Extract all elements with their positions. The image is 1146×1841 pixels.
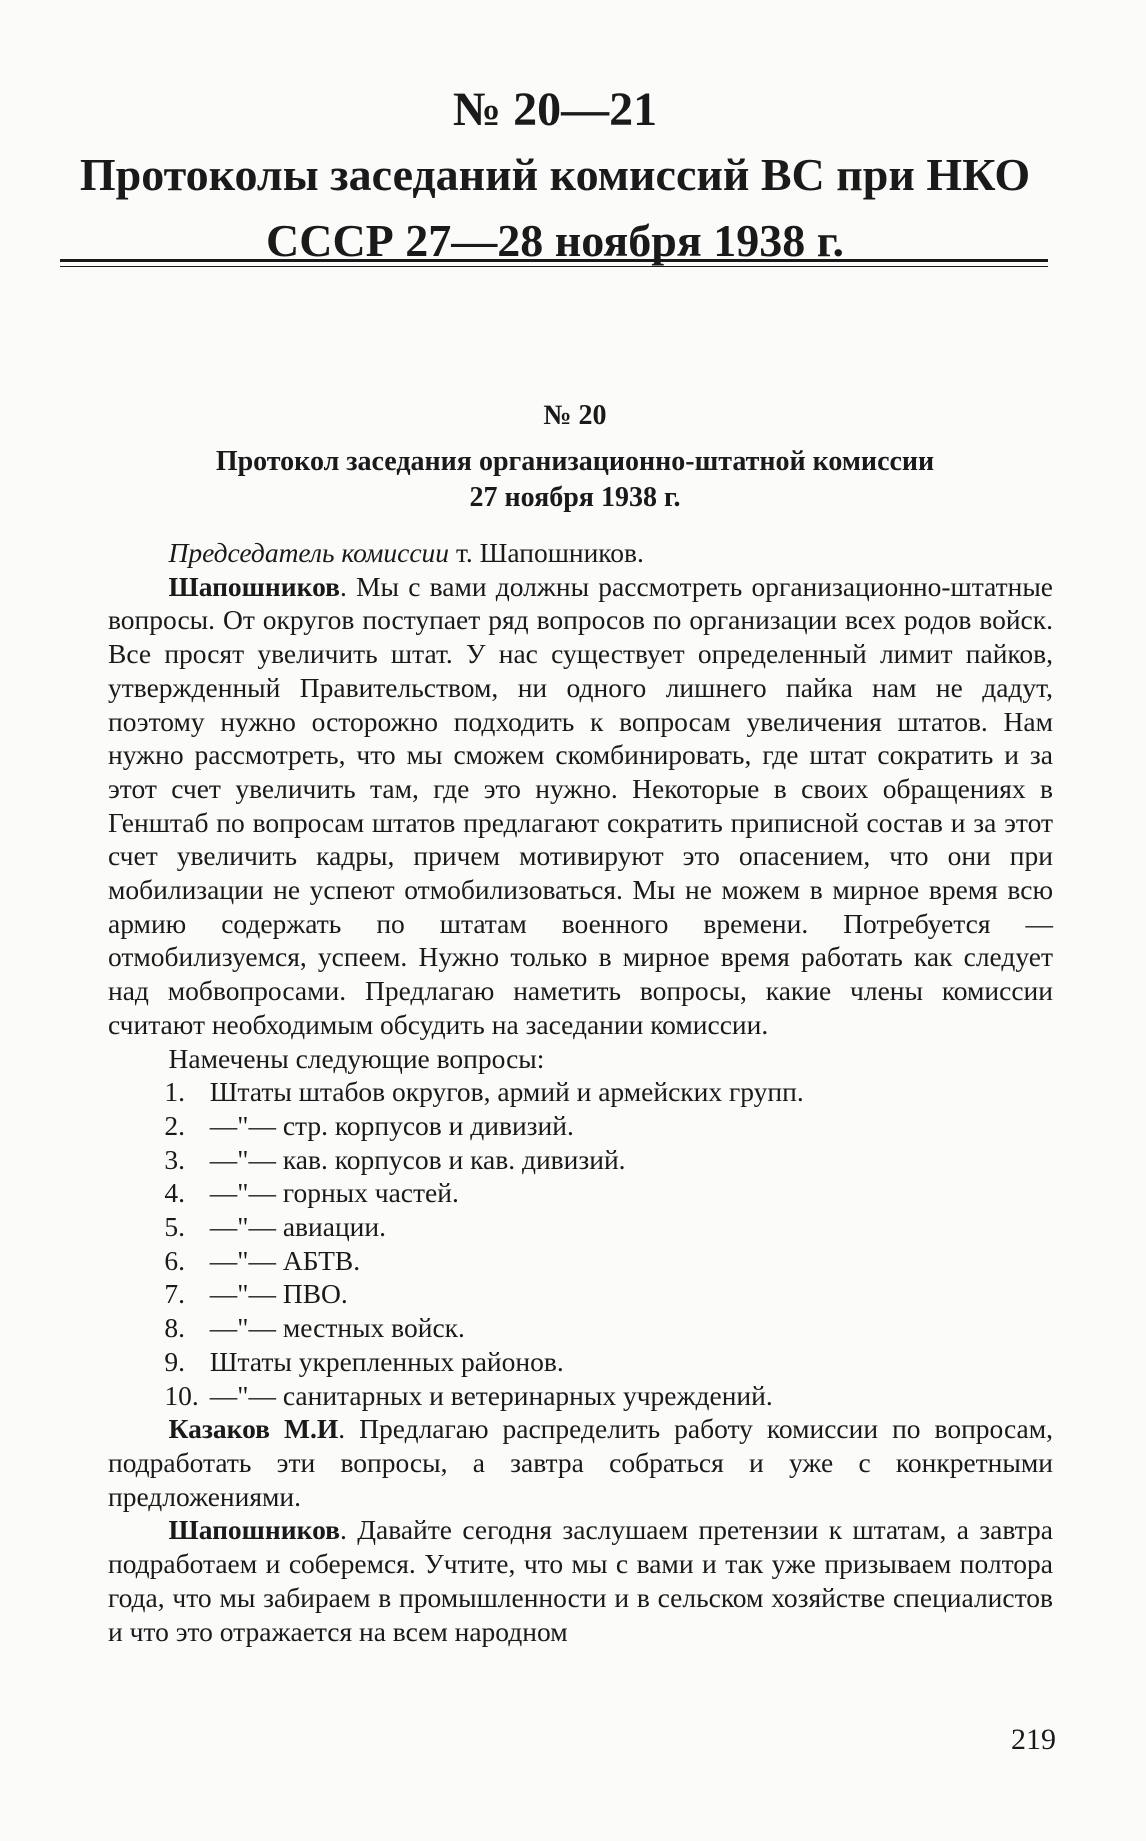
chairman-line [108,536,1053,570]
list-item-text: —"— горных частей. [209,1177,459,1209]
paragraph-kazakov [108,1412,1053,1513]
list-item-number: 9. [164,1345,185,1377]
paragraph-shaposhnikov-1 [108,570,1053,1042]
section-title-line2: 27 ноября 1938 г. [469,482,681,513]
list-item-number: 5. [164,1211,185,1243]
chairman-name: т. Шапошников. [449,537,644,568]
speaker-name: Казаков М.И [168,1413,339,1445]
header-divider-thick [60,259,1048,262]
list-item-text: Штаты укрепленных районов. [209,1345,564,1377]
document-title-line1: Протоколы заседаний комиссий ВС при НКО [79,149,1031,200]
list-item-number: 6. [164,1244,185,1276]
paragraph-text: . Давайте сегодня заслушаем претензии к штатам, а завтра подработаем и соберемся. Учтите, что мы с вами и так уже призываем полтора года, что мы забираем в промышленности и в сельском хозяйстве специалистов и что это отражается на всем народном [108,1514,1053,1647]
list-item-number: 4. [164,1177,185,1209]
list-item [108,1277,1053,1311]
header-divider-thin [60,266,1048,267]
questions-list [108,1075,1053,1412]
list-item [108,1244,1053,1278]
section-heading [100,398,1050,516]
section-title-line1: Протокол заседания организационно-штатной комиссии [215,446,935,477]
list-item [108,1176,1053,1210]
paragraph-shaposhnikov-2 [108,1513,1053,1648]
list-item-number: 2. [164,1109,185,1141]
document-header [60,82,1050,274]
list-item-number: 3. [164,1143,185,1175]
list-item-text: Штаты штабов округов, армий и армейских групп. [209,1076,804,1108]
document-title [60,142,1050,274]
list-item [108,1379,1053,1413]
list-item [108,1210,1053,1244]
chairman-role: Председатель комиссии [168,537,450,568]
speaker-name: Шапошников [168,570,340,602]
list-item-number: 1. [164,1076,185,1108]
questions-intro: Намечены следующие вопросы: [168,1042,545,1074]
page-number: 219 [1011,1723,1056,1756]
list-item-text: —"— авиации. [209,1211,386,1243]
section-number: № 20 [543,400,607,431]
protocol-body [108,536,1053,1648]
list-item-text: —"— стр. корпусов и дивизий. [209,1109,574,1141]
document-title-line2: СССР 27—28 ноября 1938 г. [266,215,844,266]
section-title [100,444,1050,516]
paragraph-text: . Мы с вами должны рассмотреть организационно-штатные вопросы. От округов поступает ряд вопросов по организации всех родов войск. Все просят увеличить штат. У нас существует определенный лимит пайков, утвержденный Правительством, ни одного лишнего пайка нам не дадут, поэтому нужно осторожно подходить к вопросам увеличения штатов. Нам нужно рассмотреть, что мы сможем скомбинировать, где штат сократить и за этот счет увеличить там, где это нужно. Некоторые в своих обращениях в Генштаб по вопросам штатов предлагают сократить приписной состав и за этот счет увеличить кадры, причем мотивируют это опасением, что они при мобилизации не успеют отмобилизоваться. Мы не можем в мирное время всю армию содержать по штатам военного времени. Потребуется — отмобилизуемся, успеем. Нужно только в мирное время работать как следует над мобвопросами. Предлагаю наметить вопросы, какие члены комиссии считают необходимым обсудить на заседании комиссии. [108,570,1053,1040]
list-item-text: —"— санитарных и ветеринарных учреждений. [209,1379,773,1411]
list-item-text: —"— ПВО. [209,1278,348,1310]
list-item [108,1109,1053,1143]
list-item-number: 10. [164,1379,199,1411]
list-item [108,1311,1053,1345]
list-item-text: —"— местных войск. [209,1312,465,1344]
list-item-text: —"— кав. корпусов и кав. дивизий. [209,1143,626,1175]
paragraph-text: . Предлагаю распределить работу комиссии по вопросам, подработать эти вопросы, а завтра собраться и уже с конкретными предложениями. [108,1413,1054,1512]
document-number: № 20—21 [452,83,658,136]
list-item-number: 8. [164,1312,185,1344]
list-item-text: —"— АБТВ. [209,1244,361,1276]
list-item [108,1075,1053,1109]
list-item [108,1345,1053,1379]
speaker-name: Шапошников [168,1514,340,1546]
list-item [108,1143,1053,1177]
list-item-number: 7. [164,1278,185,1310]
